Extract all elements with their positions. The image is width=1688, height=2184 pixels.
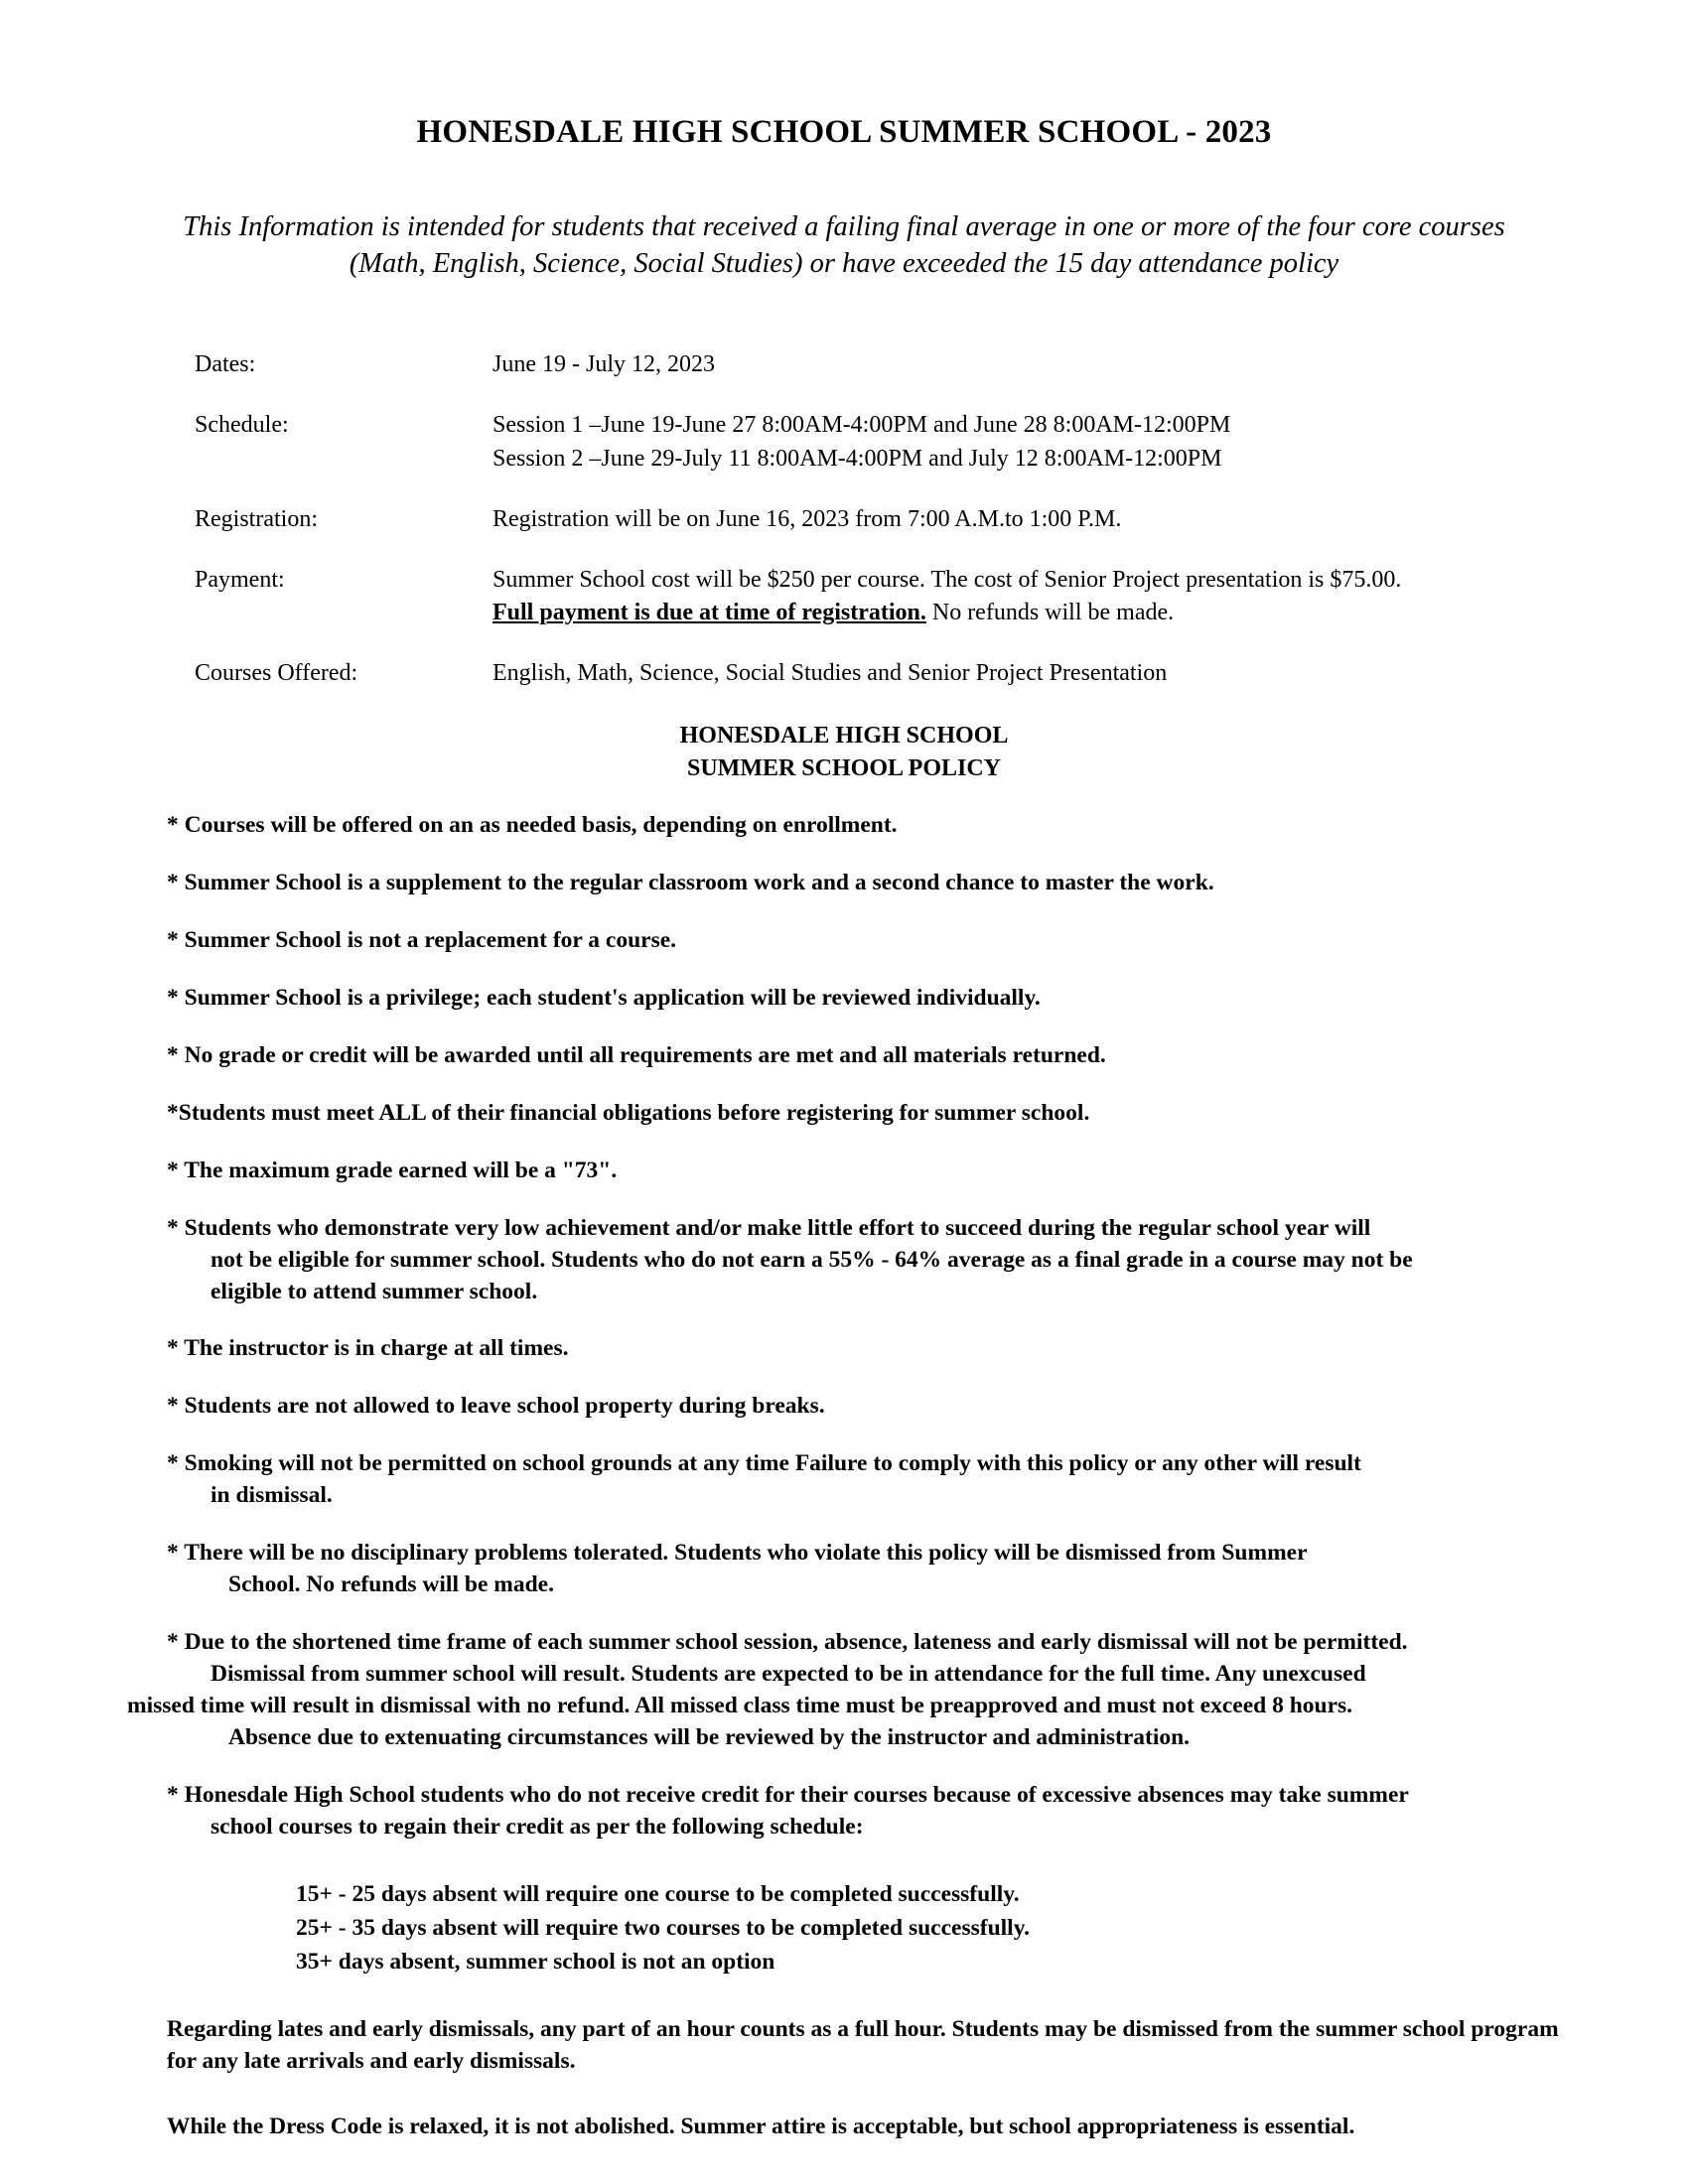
policy-item: * Summer School is a privilege; each student's application will be reviewed individually.: [167, 984, 1041, 1011]
summer-school-info-table: [127, 348, 1561, 690]
absence-schedule-list: [127, 1877, 1561, 1979]
policy-item-line: * Smoking will not be permitted on school grounds at any time Failure to comply with this policy or any other will result: [167, 1450, 1361, 1477]
table-row: [127, 657, 1561, 690]
policy-item: * No grade or credit will be awarded until all requirements are met and all materials returned.: [167, 1041, 1106, 1068]
info-line: Session 2 –June 29-July 11 8:00AM-4:00PM and July 12 8:00AM-12:00PM: [492, 445, 1222, 472]
info-label-payment: Payment:: [195, 566, 285, 593]
policy-item-line: eligible to attend summer school.: [211, 1278, 538, 1304]
policy-item: * The maximum grade earned will be a "73".: [167, 1157, 618, 1183]
policy-item: [127, 1780, 1561, 1843]
table-row: [127, 503, 1561, 564]
policy-item-line: Dismissal from summer school will result. Students are expected to be in attendance for the full time. Any unexcused: [211, 1661, 1366, 1688]
policy-item: * The instructor is in charge at all times.: [167, 1335, 569, 1362]
list-item: 35+ days absent, summer school is not an option: [296, 1949, 775, 1976]
policy-item-line: not be eligible for summer school. Students who do not earn a 55% - 64% average as a final grade in a course may not be: [211, 1246, 1413, 1273]
policy-item-line: School. No refunds will be made.: [228, 1571, 554, 1598]
policy-item-line: * Honesdale High School students who do not receive credit for their courses because of excessive absences may take summer: [167, 1781, 1409, 1808]
page-title: HONESDALE HIGH SCHOOL SUMMER SCHOOL - 2023: [416, 114, 1272, 150]
info-line: Session 1 –June 19-June 27 8:00AM-4:00PM and June 28 8:00AM-12:00PM: [492, 412, 1231, 439]
info-line: English, Math, Science, Social Studies and Senior Project Presentation: [492, 660, 1168, 687]
policy-item: *Students must meet ALL of their financial obligations before registering for summer school.: [167, 1099, 1090, 1126]
policy-item-line: Absence due to extenuating circumstances will be reviewed by the instructor and administration.: [228, 1724, 1191, 1751]
policy-item-line: * Due to the shortened time frame of each summer school session, absence, lateness and early dismissal will not be permitted.: [167, 1629, 1408, 1656]
payment-refund-text: No refunds will be made.: [925, 599, 1175, 625]
policy-item: * Summer School is a supplement to the regular classroom work and a second chance to master the work.: [167, 869, 1214, 895]
info-value-dates: [492, 348, 1561, 409]
policy-item-line: * Students who demonstrate very low achievement and/or make little effort to succeed during the regular school year will: [167, 1214, 1371, 1241]
intro-paragraph: This Information is intended for students that received a failing final average in one or more of the four core courses (Math, English, Science, Social Studies) or have exceeded the 15 day attendance policy: [183, 210, 1505, 280]
policy-item: * Students are not allowed to leave school property during breaks.: [167, 1393, 825, 1420]
table-row: [127, 348, 1561, 409]
table-row: [127, 409, 1561, 502]
policy-item: [127, 1213, 1561, 1308]
info-value-schedule: [492, 409, 1561, 502]
policy-heading-line-2: SUMMER SCHOOL POLICY: [686, 754, 1002, 781]
info-label-schedule: Schedule:: [195, 412, 289, 439]
info-label-courses-offered: Courses Offered:: [195, 660, 358, 687]
policy-heading: [127, 720, 1561, 784]
policy-item-line: school courses to regain their credit as per the following schedule:: [211, 1813, 864, 1840]
policy-item: * Summer School is not a replacement for a course.: [167, 926, 677, 953]
policy-item-line: * There will be no disciplinary problems tolerated. Students who violate this policy will be dismissed from Summer: [167, 1540, 1308, 1567]
policy-item: [127, 1538, 1561, 1601]
info-label-dates: Dates:: [195, 351, 256, 378]
policy-heading-line-1: HONESDALE HIGH SCHOOL: [679, 723, 1009, 750]
closing-paragraph-dress-code: While the Dress Code is relaxed, it is not abolished. Summer attire is acceptable, but school appropriateness is essential.: [167, 2113, 1355, 2139]
info-line: Registration will be on June 16, 2023 from 7:00 A.M.to 1:00 P.M.: [492, 505, 1122, 532]
policy-item: [127, 1448, 1561, 1512]
list-item: 25+ - 35 days absent will require two courses to be completed successfully.: [296, 1914, 1031, 1941]
info-line: June 19 - July 12, 2023: [492, 351, 715, 378]
payment-due-emphasis: Full payment is due at time of registration.: [492, 599, 926, 625]
list-item: 15+ - 25 days absent will require one course to be completed successfully.: [296, 1880, 1020, 1907]
info-label-registration: Registration:: [195, 505, 318, 532]
table-row: [127, 564, 1561, 657]
policy-item-line: in dismissal.: [211, 1482, 333, 1509]
info-line: Summer School cost will be $250 per course. The cost of Senior Project presentation is $75.00.: [492, 566, 1402, 593]
info-line-payment-due: [492, 597, 1561, 629]
policy-list: [127, 810, 1561, 1843]
policy-item: [127, 1627, 1561, 1754]
closing-paragraph-lates: Regarding lates and early dismissals, any part of an hour counts as a full hour. Students may be dismissed from the summer school program for any late arrivals and early dismissals.: [167, 2016, 1559, 2075]
info-value-courses-offered: [492, 657, 1561, 690]
policy-item-line: missed time will result in dismissal with no refund. All missed class time must be preapproved and must not exceed 8 hours.: [127, 1693, 1353, 1719]
info-value-registration: [492, 503, 1561, 564]
info-value-payment: [492, 564, 1561, 657]
policy-item: * Courses will be offered on an as needed basis, depending on enrollment.: [167, 811, 898, 838]
